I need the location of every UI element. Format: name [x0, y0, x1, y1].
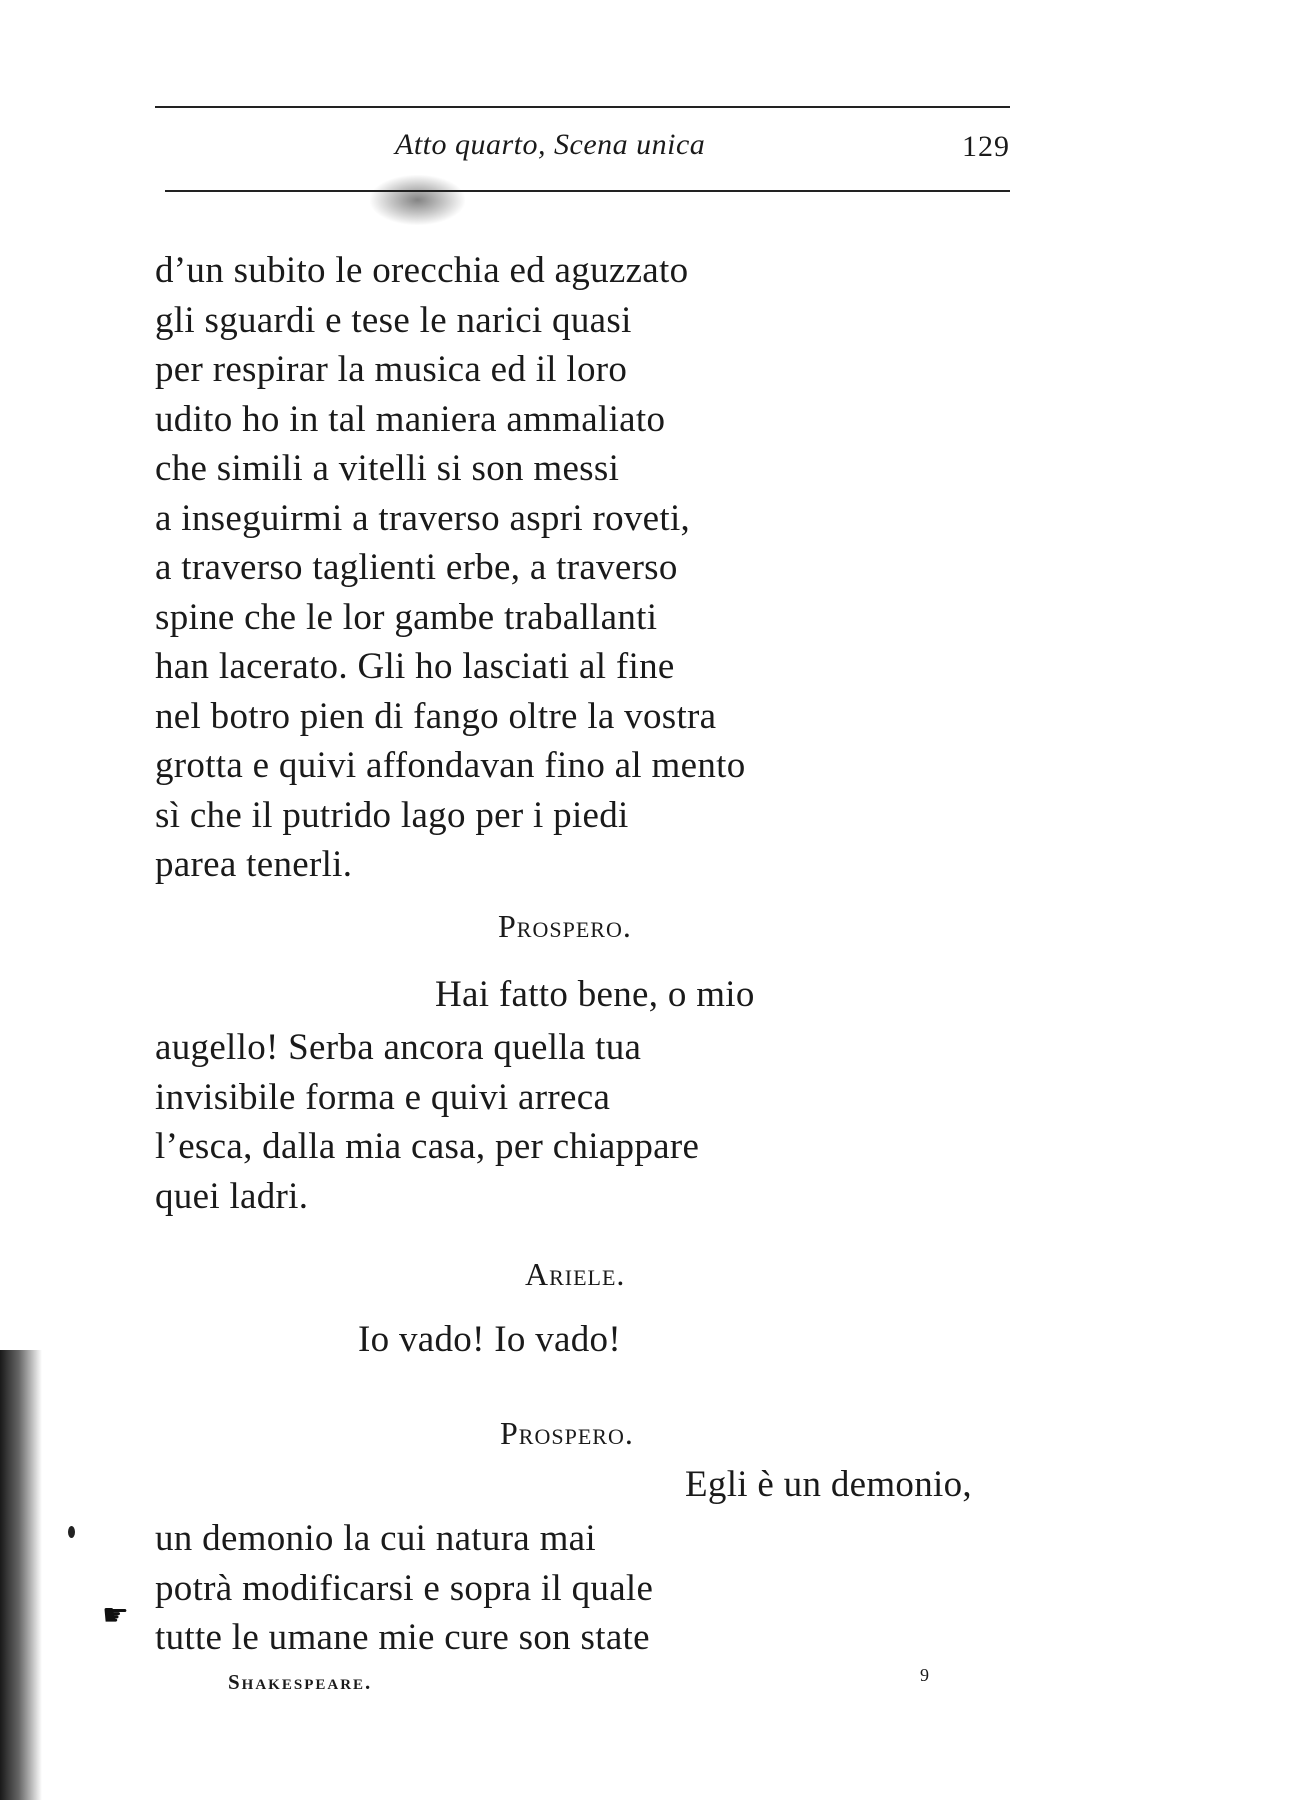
speaker-ariele: Ariele.: [525, 1256, 626, 1292]
verse-line: augello! Serba ancora quella tua: [155, 1027, 642, 1068]
verse-line: gli sguardi e tese le narici quasi: [155, 299, 632, 341]
verse-line-ariele: Io vado! Io vado!: [358, 1319, 621, 1360]
ink-smudge: [370, 175, 465, 225]
running-head: Atto quarto, Scena unica: [395, 128, 706, 161]
verse-line-indented: Egli è un demonio,: [685, 1464, 972, 1505]
verse-line: udito ho in tal maniera ammaliato: [155, 398, 666, 440]
header-rule-top: [155, 106, 1010, 108]
page-number: 129: [962, 130, 1010, 163]
verse-line: che simili a vitelli si son messi: [155, 448, 620, 489]
verse-line-indented: Hai fatto bene, o mio: [435, 974, 755, 1015]
verse-line: a inseguirmi a traverso aspri roveti,: [155, 497, 691, 539]
verse-line: un demonio la cui natura mai: [155, 1518, 596, 1559]
verse-line: spine che le lor gambe traballanti: [155, 596, 658, 638]
ink-dot: [68, 1526, 75, 1538]
verse-line: tutte le umane mie cure son state: [155, 1617, 650, 1658]
verse-line: sì che il putrido lago per i piedi: [155, 794, 629, 836]
verse-line: han lacerato. Gli ho lasciati al fine: [155, 646, 675, 687]
verse-line: grotta e quivi affondavan fino al mento: [155, 745, 746, 786]
speaker-prospero: Prospero.: [498, 908, 632, 944]
verse-passage-3: [155, 1514, 653, 1663]
verse-line: nel botro pien di fango oltre la vostra: [155, 695, 717, 737]
verse-line: parea tenerli.: [155, 844, 353, 885]
verse-line: quei ladri.: [155, 1175, 309, 1217]
verse-line: invisibile forma e quivi arreca: [155, 1076, 611, 1118]
signature-mark: Shakespeare.: [228, 1670, 373, 1694]
pointing-hand-icon: ☛: [102, 1599, 129, 1632]
binding-edge-shadow: [0, 1350, 42, 1800]
speaker-prospero: Prospero.: [500, 1415, 634, 1451]
verse-passage-1: [155, 246, 746, 890]
signature-number: 9: [920, 1665, 929, 1685]
verse-line: per respirar la musica ed il loro: [155, 349, 628, 390]
verse-passage-2: [155, 1023, 699, 1221]
verse-line: a traverso taglienti erbe, a traverso: [155, 547, 678, 588]
verse-line: l’esca, dalla mia casa, per chiappare: [155, 1126, 700, 1167]
verse-line: d’un subito le orecchia ed aguzzato: [155, 250, 689, 291]
header-rule-bottom: [165, 190, 1010, 192]
verse-line: potrà modificarsi e sopra il quale: [155, 1567, 654, 1609]
